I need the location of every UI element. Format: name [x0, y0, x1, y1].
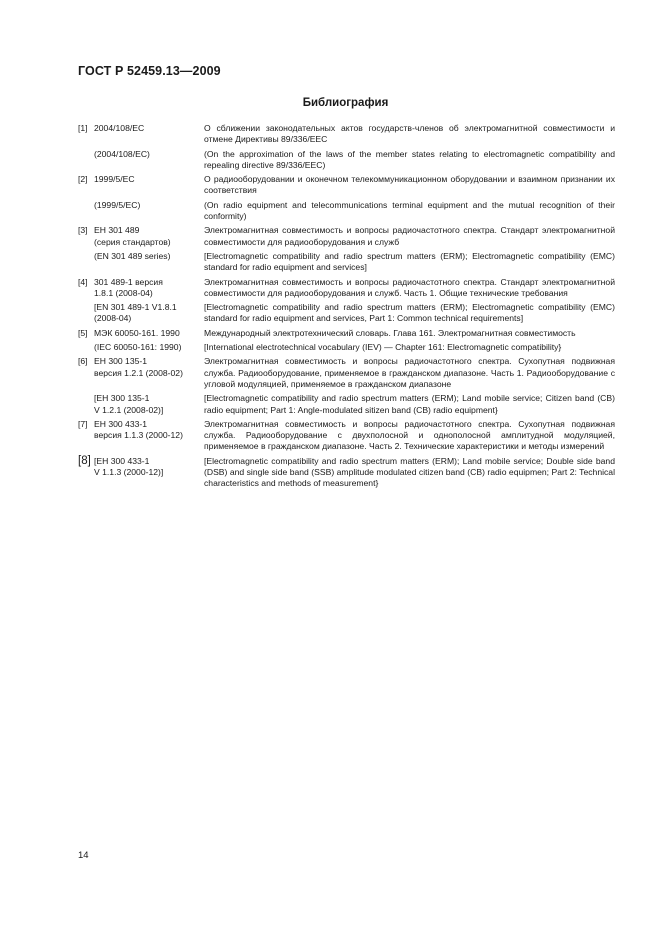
page-title: Библиография	[302, 97, 389, 109]
bibliography-line	[78, 225, 618, 248]
bibliography-list	[78, 123, 618, 493]
entry-reference: [EN 301 489-1 V1.8.1 (2008-04)	[94, 302, 177, 324]
entry-reference: 301 489-1 версия 1.8.1 (2008-04)	[94, 276, 163, 298]
entry-reference: 2004/108/EC	[94, 123, 145, 133]
entry-reference: (1999/5/EC)	[94, 199, 141, 210]
bibliography-entry	[78, 456, 618, 490]
entry-description: [Electromagnetic compatibility and radio spectrum matters (ERM); Land mobile service; Citizen band (CB) radio equipment; Part 1: Angle-modulated sitizen band (CB) radio equipment}	[204, 393, 615, 415]
entry-description: Электромагнитная совместимость и вопросы радиочастотного спектра. Стандарт электромагнитной совместимости для радиооборудования и служб	[204, 225, 615, 247]
entry-number: [3]	[78, 225, 88, 236]
bibliography-line	[78, 123, 618, 146]
entry-reference: 1999/5/EC	[94, 174, 135, 185]
bibliography-line	[78, 419, 618, 453]
entry-number: [7]	[78, 418, 88, 429]
entry-reference: МЭК 60050-161. 1990	[94, 327, 180, 338]
entry-number: [4]	[78, 276, 88, 287]
entry-description: Электромагнитная совместимость и вопросы радиочастотного спектра. Стандарт электромагнитной совместимости для радиооборудования и служб. Часть 1. Общие технические требования	[204, 276, 615, 298]
bibliography-line	[78, 174, 618, 197]
entry-number: [1]	[78, 123, 88, 133]
bibliography-line	[78, 328, 618, 339]
bibliography-line	[78, 393, 618, 416]
entry-reference: [EH 300 433-1 V 1.1.3 (2000-12)]	[94, 455, 164, 478]
bibliography-line	[78, 356, 618, 390]
entry-description: [International electrotechnical vocabulary (IEV) — Chapter 161: Electromagnetic compatibility}	[204, 342, 562, 353]
entry-reference: [EH 300 135-1 V 1.2.1 (2008-02)]	[94, 393, 164, 415]
page-number: 14	[78, 850, 89, 861]
entry-reference: EH 300 135-1 версия 1.2.1 (2008-02)	[94, 356, 183, 378]
entry-description: [Electromagnetic compatibility and radio spectrum matters (ERM); Electromagnetic compatibility (EMC) standard for radio equipment and services, Part 1: Common technical requirements]	[204, 302, 615, 324]
entry-description: Электромагнитная совместимость и вопросы радиочастотного спектра. Сухопутная подвижная служба. Радиооборудование, применяемое в гражданском диапазоне. Часть 1. Радиооборудование с угловой модуляцией, применяемое в гражданском диапазоне	[204, 356, 615, 389]
bibliography-entry	[78, 419, 618, 453]
entry-description: Международный электротехнический словарь. Глава 161. Электромагнитная совместимость	[204, 327, 576, 338]
entry-description: О радиооборудовании и оконечном телекоммуникационном оборудовании и взаимном признании их соответствия	[204, 174, 615, 196]
entry-reference: (2004/108/EC)	[94, 148, 150, 159]
entry-number	[78, 200, 94, 223]
entry-description: Электромагнитная совместимость и вопросы радиочастотного спектра. Сухопутная подвижная служба. Радиооборудование с двухполосной и однополосной амплитудной модуляцией, применяемое в гражданском диапазоне. Часть 2. Технические характеристики и методы измерений	[204, 418, 615, 452]
entry-number: [6]	[78, 356, 88, 367]
bibliography-line	[78, 251, 618, 274]
entry-number: [2]	[78, 174, 88, 185]
bibliography-line	[78, 200, 618, 223]
entry-number	[78, 393, 94, 416]
entry-number: [5]	[78, 327, 88, 338]
bibliography-line	[78, 149, 618, 172]
entry-number	[78, 302, 94, 325]
entry-description: (On radio equipment and telecommunications terminal equipment and the mutual recognition of their conformity)	[204, 199, 615, 222]
document-header: ГОСТ Р 52459.13—2009	[78, 64, 221, 78]
entry-reference: EH 300 433-1 версия 1.1.3 (2000-12)	[94, 418, 183, 441]
entry-description: О сближении законодательных актов государств-членов об электромагнитной совместимости и отмене Директивы 89/336/ЕЕС	[204, 123, 615, 145]
entry-reference: (IEC 60050-161: 1990)	[94, 342, 182, 353]
entry-number	[78, 251, 94, 274]
bibliography-entry	[78, 328, 618, 354]
bibliography-entry	[78, 225, 618, 273]
entry-reference: EH 301 489 (серия стандартов)	[94, 225, 171, 247]
bibliography-entry	[78, 123, 618, 171]
bibliography-entry	[78, 356, 618, 415]
entry-number	[78, 342, 94, 353]
bibliography-line	[78, 302, 618, 325]
bibliography-line	[78, 277, 618, 300]
bibliography-line	[78, 456, 618, 490]
entry-description: [Electromagnetic compatibility and radio spectrum matters (ERM); Land mobile service; Double side band (DSB) and single side band (SSB) amplitude modulated citizen band (CB) radio equipmen; Part 2: Technical characteristics and methods of measurement}	[204, 455, 615, 489]
entry-number	[78, 149, 94, 172]
entry-description: [Electromagnetic compatibility and radio spectrum matters (ERM); Electromagnetic compatibility (EMC) standard for radio equipment and services]	[204, 250, 615, 273]
bibliography-entry	[78, 277, 618, 325]
entry-number: [8]	[78, 454, 91, 467]
entry-reference: (EN 301 489 series)	[94, 250, 171, 261]
entry-description: (On the approximation of the laws of the member states relating to electromagnetic compatibility and repealing directive 89/336/EEC)	[204, 148, 615, 170]
bibliography-entry	[78, 174, 618, 222]
bibliography-line	[78, 342, 618, 353]
